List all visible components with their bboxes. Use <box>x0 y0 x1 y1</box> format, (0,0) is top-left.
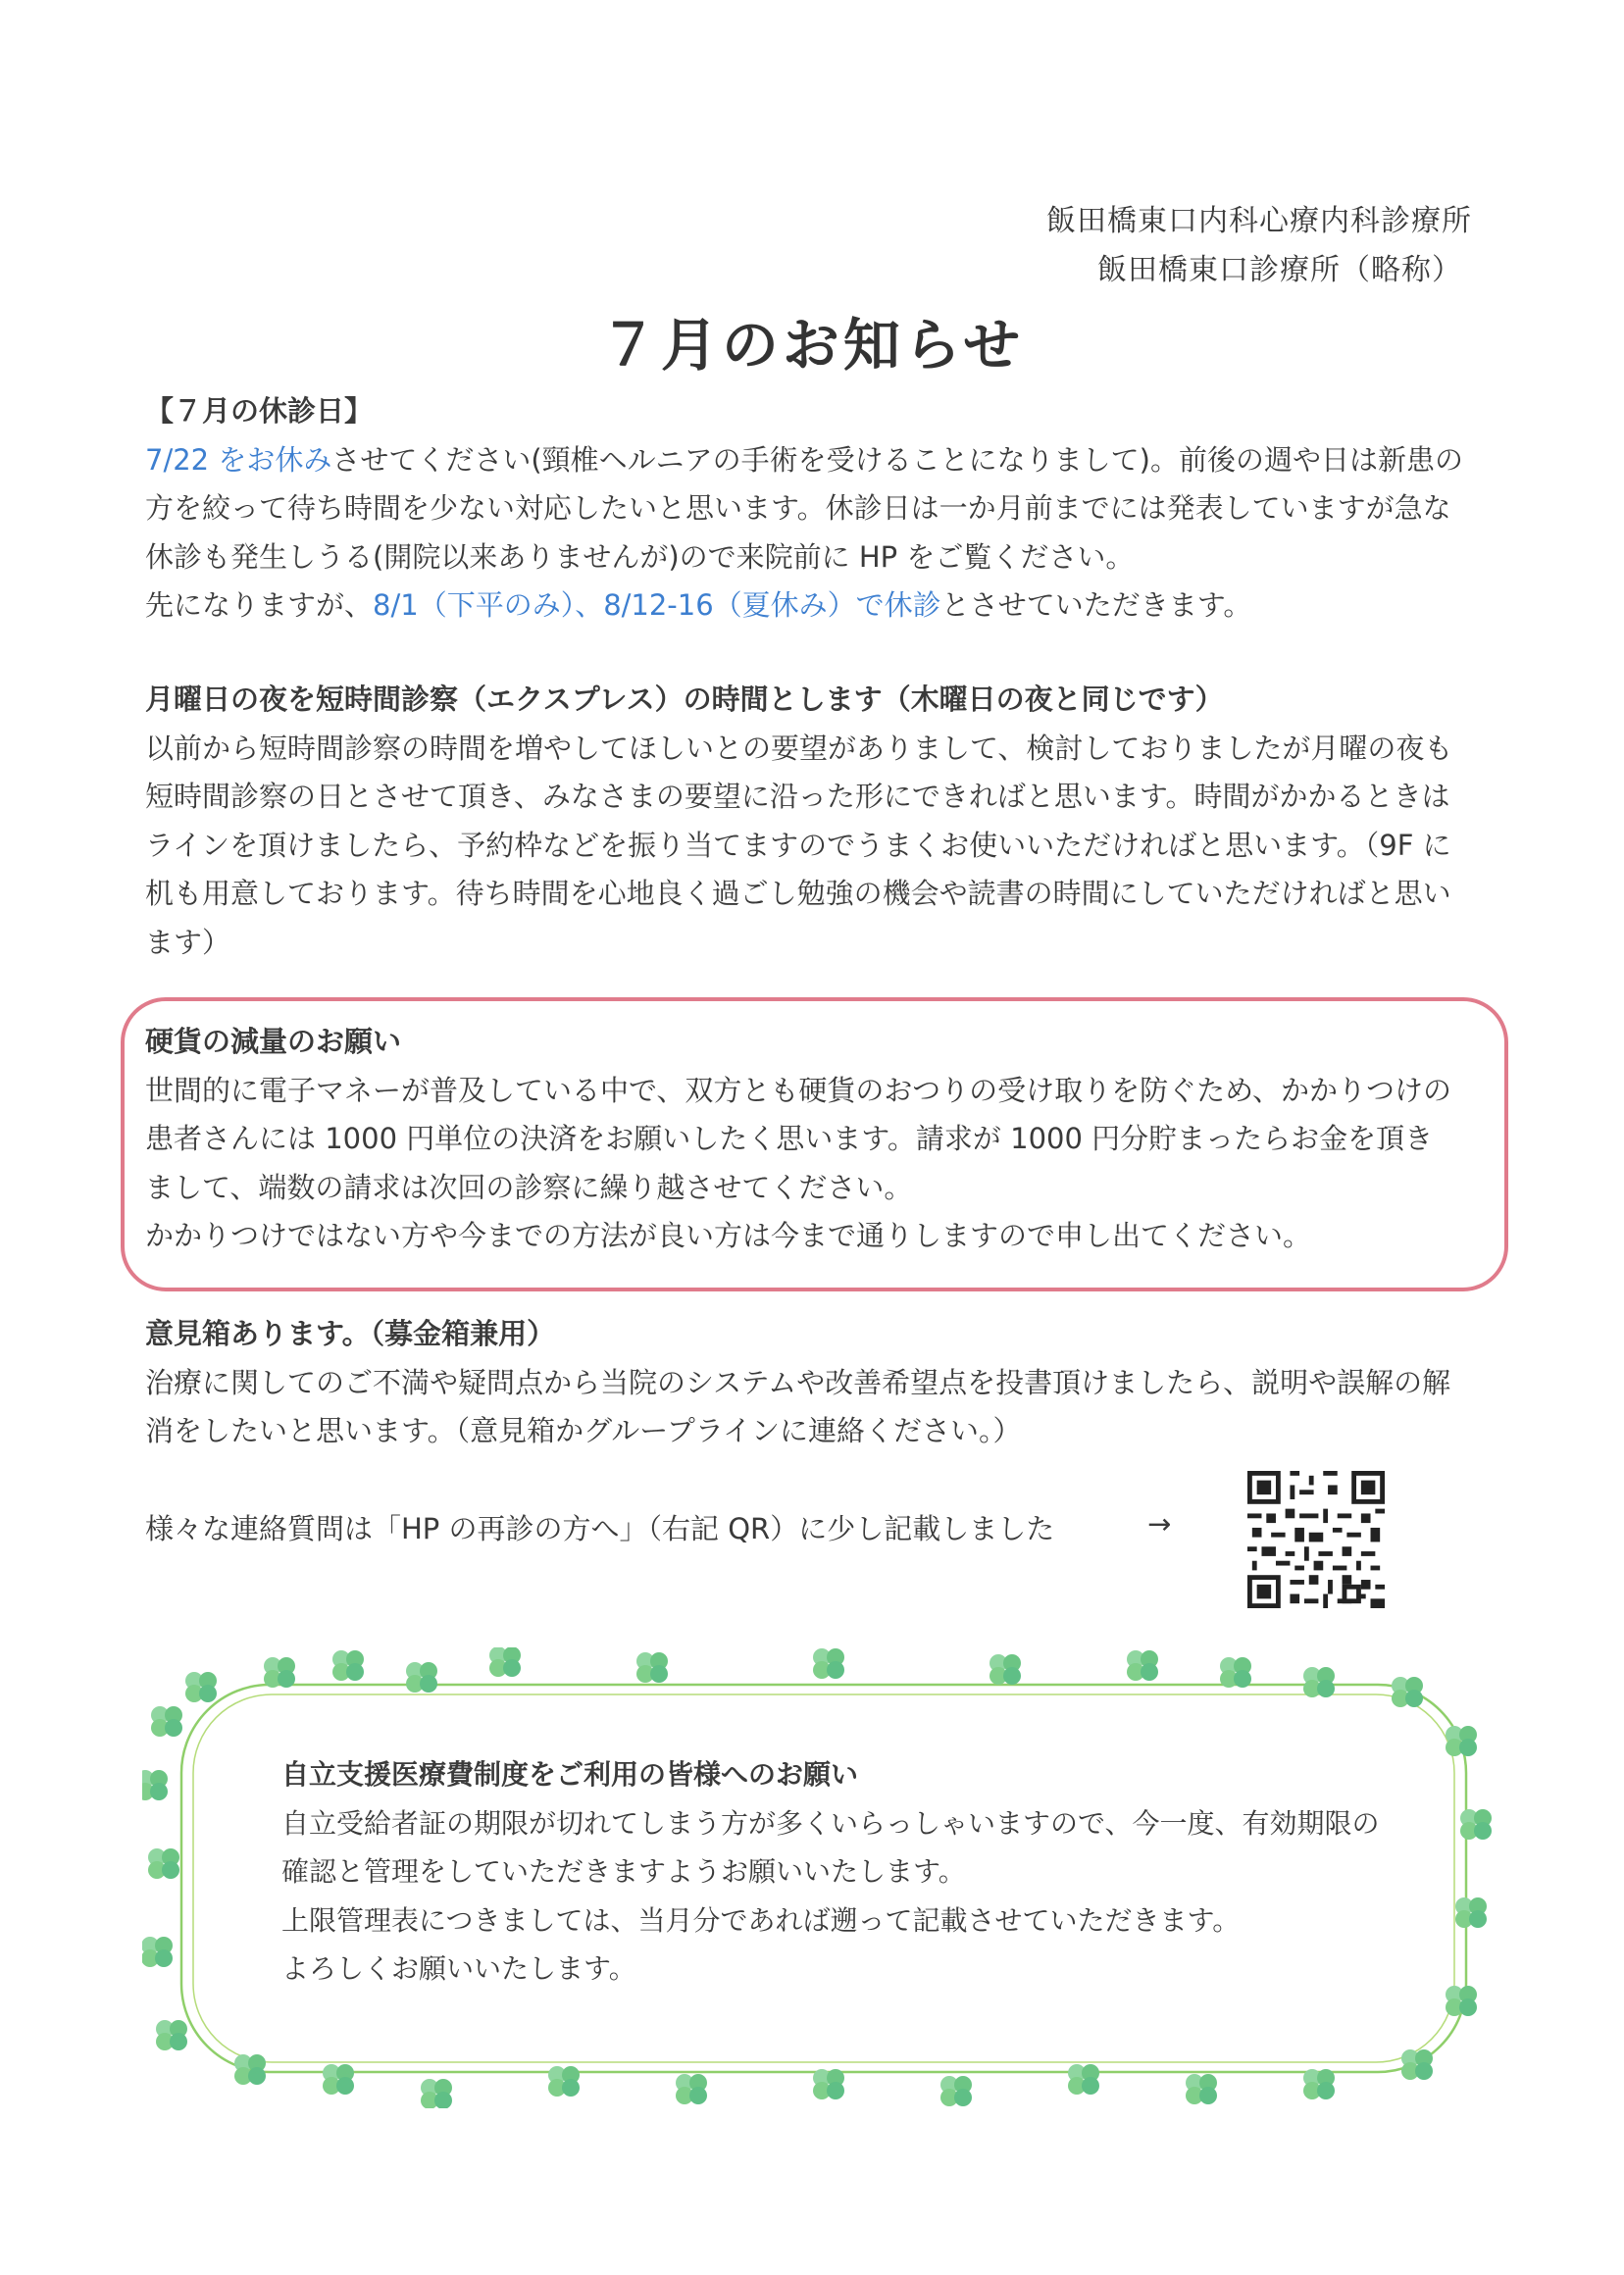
coins-line: 世間的に電子マネーが普及している中で、双方とも硬貨のおつりの受け取りを防ぐため、かかりつけの <box>145 1073 1451 1107</box>
support-heading: 自立支援医療費制度をご利用の皆様へのお願い <box>281 1758 859 1791</box>
express-line: 机も用意しております。待ち時間を心地良く過ごし勉強の機会や読書の時間にしていただければと思い <box>145 877 1451 910</box>
express-section <box>145 676 1484 967</box>
express-line: ます） <box>145 925 231 959</box>
opinion-heading: 意見箱あります。（募金箱兼用） <box>145 1317 556 1350</box>
holiday-line-4-prefix: 先になりますが、 <box>145 588 374 622</box>
holiday-date-highlight: 7/22 をお休み <box>145 442 332 477</box>
opinion-line: 消をしたいと思います。（意見箱かグループラインに連絡ください。） <box>145 1414 1022 1447</box>
coins-heading: 硬貨の減量のお願い <box>145 1025 402 1058</box>
express-line: 以前から短時間診察の時間を増やしてほしいとの要望がありまして、検討しておりましたが月曜の夜も <box>145 731 1453 765</box>
express-heading: 月曜日の夜を短時間診察（エクスプレス）の時間とします（木曜日の夜と同じです） <box>145 682 1224 716</box>
qr-notice-text: 様々な連絡質問は「HP の再診の方へ」（右記 QR）に少し記載しました <box>145 1512 1055 1545</box>
express-line: ラインを頂けましたら、予約枠などを振り当てますのでうまくお使いいただければと思います。（9F に <box>145 828 1451 862</box>
coins-line: 患者さんには 1000 円単位の決済をお願いしたく思います。請求が 1000 円分貯まったらお金を頂き <box>145 1122 1434 1155</box>
coins-line: かかりつけではない方や今までの方法が良い方は今まで通りしますので申し出てください。 <box>145 1219 1312 1252</box>
support-line: 上限管理表につきましては、当月分であれば遡って記載させていただきます。 <box>281 1903 1241 1937</box>
opinion-line: 治療に関してのご不満や疑問点から当院のシステムや改善希望点を投書頂けましたら、説明や誤解の解 <box>145 1365 1451 1399</box>
coins-line: まして、端数の請求は次回の診察に繰り越させてください。 <box>145 1170 913 1204</box>
support-section <box>281 1750 1409 1994</box>
coins-section <box>145 1018 1484 1261</box>
clinic-name-full: 飯田橋東口内科心療内科診療所 <box>1046 204 1472 238</box>
holiday-line-1-rest: させてください(頸椎ヘルニアの手術を受けることになりまして)。前後の週や日は新患の <box>331 442 1463 477</box>
holiday-section <box>145 387 1484 631</box>
holiday-heading: 【７月の休診日】 <box>145 394 374 428</box>
holiday-line-2: 方を絞って待ち時間を少ない対応したいと思います。休診日は一か月前までには発表していますが急な <box>145 491 1451 525</box>
holiday-line-4 <box>145 581 1484 631</box>
opinion-section <box>145 1310 1484 1456</box>
qr-code-icon[interactable] <box>1247 1471 1385 1608</box>
page-title: ７月のお知らせ <box>599 312 1025 379</box>
clinic-name-short: 飯田橋東口診療所（略称） <box>1097 253 1462 287</box>
right-arrow-icon: → <box>1147 1507 1172 1541</box>
holiday-august-highlight: 8/1（下平のみ）、8/12-16（夏休み）で休診 <box>373 588 941 622</box>
support-line: 確認と管理をしていただきますようお願いいたします。 <box>281 1855 966 1888</box>
support-line: 自立受給者証の期限が切れてしまう方が多くいらっしゃいますので、今一度、有効期限の <box>281 1806 1380 1840</box>
holiday-line-1 <box>145 436 1484 485</box>
holiday-line-4-suffix: とさせていただきます。 <box>940 588 1252 622</box>
holiday-line-3: 休診も発生しうる(開院以来ありませんが)ので来院前に HP をご覧ください。 <box>145 539 1135 574</box>
support-line: よろしくお願いいたします。 <box>281 1952 636 1985</box>
express-line: 短時間診察の日とさせて頂き、みなさまの要望に沿った形にできればと思います。時間がかかるときは <box>145 780 1450 813</box>
